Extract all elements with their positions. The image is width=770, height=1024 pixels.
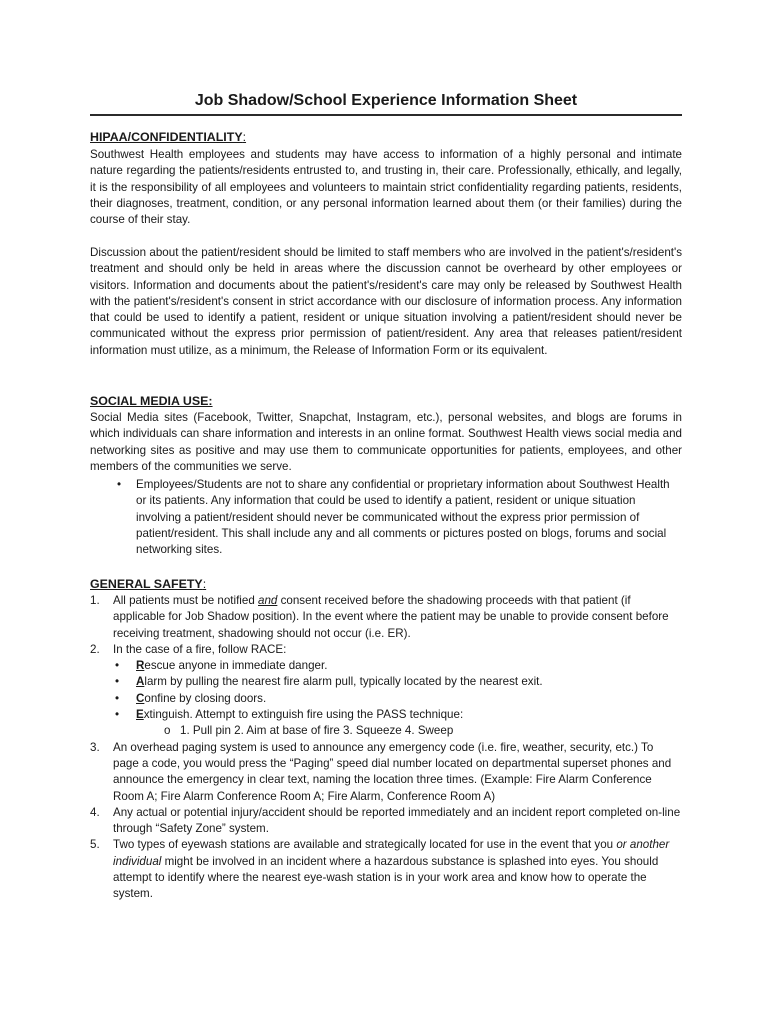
race-item-confine (113, 691, 682, 707)
social-media-paragraph: Social Media sites (Facebook, Twitter, Snapchat, Instagram, etc.), personal websites, and blogs are forums in which individuals can share information and interests in an online format. Southwest Health views social media and networking sites as positive and may use them to communicate opportunities for patients, employees, and other members of the communities we serve. (90, 411, 682, 473)
race-letter: A (136, 675, 145, 689)
title-divider (90, 114, 682, 116)
race-item-alarm (113, 674, 682, 690)
safety-item-5-text-before: Two types of eyewash stations are available and strategically located for use in the event that you (113, 838, 617, 852)
race-item-rescue (113, 658, 682, 674)
item-number: 4. (90, 805, 100, 819)
hipaa-paragraph-2: Discussion about the patient/resident should be limited to staff members who are involved in the patient's/resident's treatment and should only be held in areas where the discussion cannot be overheard by other employees or visitors. Information and documents about the patient's/resident's care may only be released by Southwest Health with the patient's/resident's consent in strict accordance with our disclosure of information process. Any information that could be used to identify a patient, resident or unique situation involving a patient/resident should never be communicated without the express prior permission of patient/resident. Any area that releases patient/resident information must utilize, as a minimum, the Release of Information Form or its equivalent. (90, 246, 682, 357)
safety-item-3-text: An overhead paging system is used to announce any emergency code (i.e. fire, weather, security, etc.) To page a code, you would press the “Paging” speed dial number located on departmental superset phones and announce the emergency in clear text, naming the location three times. (Example: Fire Alarm Conference Room A; Fire Alarm Conference Room A; Fire Alarm, Conference Room A) (113, 740, 672, 803)
general-safety-heading-colon: : (202, 577, 207, 591)
race-letter: E (136, 708, 144, 722)
general-safety-heading (90, 576, 206, 592)
safety-item-5-italic: or another individual (113, 838, 670, 868)
social-media-bullet (90, 477, 682, 558)
race-text: escue anyone in immediate danger. (144, 659, 328, 673)
race-letter: C (136, 691, 145, 705)
social-media-bullets (90, 477, 682, 558)
race-item-extinguish (113, 707, 682, 740)
pass-item (136, 723, 682, 739)
social-media-bullet-text: Employees/Students are not to share any confidential or proprietary information about Southwest Health or its patients. Any information that could be used to identify a patient, resident or unique situation involving a patient/resident should never be communicated without the express prior permission of patient/resident. This shall include any and all comments or pictures posted on blogs, forums and social networking sites. (136, 478, 670, 557)
item-number: 1. (90, 594, 100, 607)
race-text: larm by pulling the nearest fire alarm pull, typically located by the nearest exit. (144, 675, 543, 689)
bullet-icon: • (115, 659, 120, 673)
item-number: 3. (90, 740, 100, 754)
bullet-icon: • (115, 708, 120, 722)
race-list (113, 658, 682, 739)
safety-item-1 (90, 593, 682, 642)
hipaa-heading (90, 129, 246, 145)
general-safety-list (90, 593, 682, 903)
hipaa-heading-colon: : (242, 130, 247, 144)
race-text: xtinguish. Attempt to extinguish fire using the PASS technique: (143, 708, 464, 722)
safety-item-5-text-after: might be involved in an incident where a hazardous substance is splashed into eyes. You should attempt to identify where the nearest eye-wash station is in your work area and know how to operate the system. (113, 854, 659, 901)
bullet-icon: • (115, 675, 120, 689)
safety-item-5 (90, 837, 682, 902)
safety-item-1-text-after: consent received before the shadowing proceeds with that patient (if applicable for Job Shadow position). In the event where the patient may be unable to provide consent before receiving treatment, shadowing should not occur (i.e. ER). (113, 594, 669, 640)
race-text: onfine by closing doors. (144, 691, 267, 705)
safety-item-1-and: and (258, 594, 278, 607)
safety-item-2-text: In the case of a fire, follow RACE: (113, 642, 287, 656)
item-number: 5. (90, 838, 100, 852)
bullet-icon: • (117, 478, 122, 491)
general-safety-heading-text: GENERAL SAFETY (90, 577, 203, 591)
page-title: Job Shadow/School Experience Information Sheet (194, 92, 578, 109)
pass-text: 1. Pull pin 2. Aim at base of fire 3. Squeeze 4. Sweep (180, 724, 454, 738)
safety-item-1-text-before: All patients must be notified (113, 594, 259, 607)
safety-item-3 (90, 740, 682, 805)
item-number: 2. (90, 642, 100, 656)
safety-item-2 (90, 642, 682, 740)
circle-bullet-icon: o (164, 724, 171, 738)
safety-item-4 (90, 805, 682, 838)
safety-item-4-text: Any actual or potential injury/accident should be reported immediately and an incident report completed on-line through “Safety Zone” system. (113, 805, 681, 836)
pass-list (136, 723, 682, 739)
social-media-heading: SOCIAL MEDIA USE: (90, 394, 213, 408)
hipaa-paragraph-1: Southwest Health employees and students may have access to information of a highly personal and intimate nature regarding the patients/residents entrusted to, and trusting in, their care. Professionally, ethically, and legally, it is the responsibility of all employees and volunteers to maintain strict confidentiality regarding patients, residents, their diagnoses, treatment, condition, or any personal information learned about them (or their families) during the course of their stay. (90, 148, 682, 227)
bullet-icon: • (115, 691, 120, 705)
hipaa-heading-text: HIPAA/CONFIDENTIALITY (90, 130, 243, 144)
race-letter: R (136, 659, 145, 673)
